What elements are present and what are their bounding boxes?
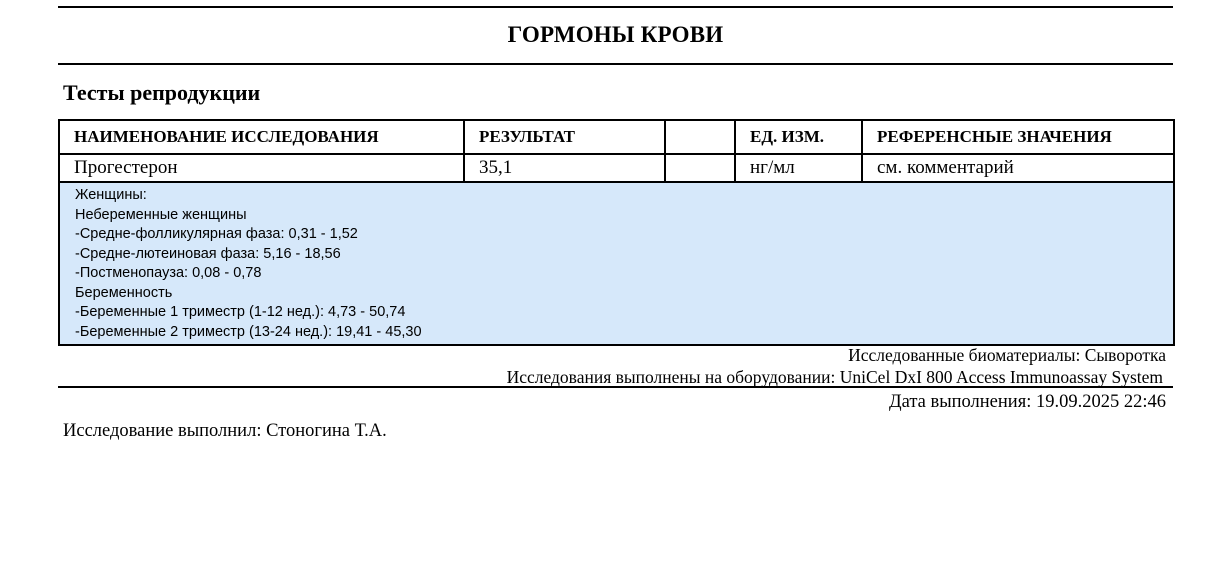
header-name: НАИМЕНОВАНИЕ ИССЛЕДОВАНИЯ [59, 120, 464, 154]
comment-line: -Средне-лютеиновая фаза: 5,16 - 18,56 [75, 245, 341, 262]
table-header-row [59, 120, 1174, 154]
comment-line: Женщины: [75, 187, 147, 203]
test-reference: см. комментарий [862, 154, 1174, 182]
comment-line: -Средне-фолликулярная фаза: 0,31 - 1,52 [75, 226, 358, 242]
results-table [58, 119, 1175, 346]
title-rule [58, 63, 1173, 65]
equipment-info: Исследования выполнены на оборудовании: UniCel DxI 800 Access Immunoassay System [506, 367, 1163, 387]
top-rule [58, 6, 1173, 8]
comment-line: -Беременные 1 триместр (1-12 нед.): 4,73 - 50,74 [75, 304, 406, 320]
header-flag [665, 120, 735, 154]
header-result: РЕЗУЛЬТАТ [464, 120, 665, 154]
footer-rule [58, 386, 1173, 388]
report-title: ГОРМОНЫ КРОВИ [507, 22, 724, 47]
comment-line: Беременность [75, 284, 173, 301]
header-reference: РЕФЕРЕНСНЫЕ ЗНАЧЕНИЯ [862, 120, 1174, 154]
comment-row [59, 182, 1174, 345]
performer-info: Исследование выполнил: Стоногина Т.А. [63, 421, 387, 441]
comment-line: -Беременные 2 триместр (13-24 нед.): 19,41 - 45,30 [75, 323, 422, 340]
test-unit: нг/мл [735, 154, 862, 182]
test-name: Прогестерон [59, 154, 464, 182]
header-unit: ЕД. ИЗМ. [735, 120, 862, 154]
section-title: Тесты репродукции [63, 80, 261, 105]
biomaterial-info: Исследованные биоматериалы: Сыворотка [848, 345, 1166, 365]
comment-line: Небеременные женщины [75, 206, 247, 223]
test-result: 35,1 [464, 154, 665, 182]
comment-line: -Постменопауза: 0,08 - 0,78 [75, 265, 262, 281]
completion-date: Дата выполнения: 19.09.2025 22:46 [888, 392, 1166, 412]
reference-comment [59, 182, 1174, 345]
table-row [59, 154, 1174, 182]
test-flag [665, 154, 735, 182]
